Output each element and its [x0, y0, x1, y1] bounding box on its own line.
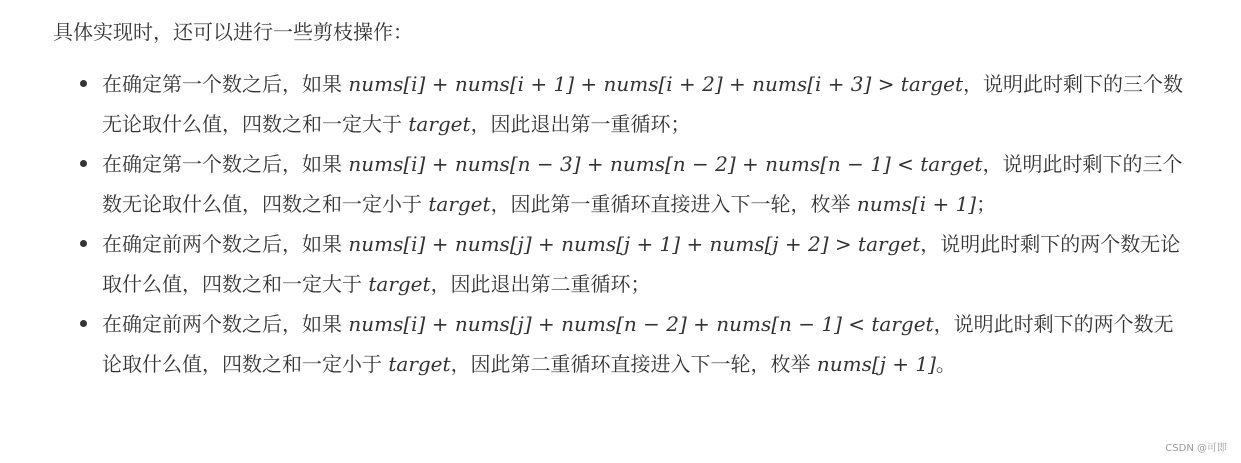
item-text: ，因此退出第二重循环； — [430, 272, 651, 296]
watermark: CSDN @可即 — [1165, 443, 1227, 454]
item-text: 在确定第一个数之后，如果 — [102, 72, 349, 96]
item-text: 在确定前两个数之后，如果 — [102, 312, 349, 336]
bullet-dot-icon — [80, 80, 87, 87]
item-text: ，说明此时剩下的三个数无论取什么值，四数之和一定大于 — [102, 72, 1184, 136]
list-item — [102, 144, 1187, 224]
math-expression: target — [428, 192, 491, 216]
pruning-list — [102, 64, 1187, 384]
item-text: 在确定第一个数之后，如果 — [102, 152, 349, 176]
math-expression: nums[i] + nums[j] + nums[n − 2] + nums[n − 1] < target — [348, 312, 934, 336]
math-expression: nums[i] + nums[n − 3] + nums[n − 2] + nums[n − 1] < target — [348, 152, 983, 176]
math-expression: nums[j + 1] — [816, 352, 936, 376]
bullet-dot-icon — [80, 320, 87, 327]
list-item — [102, 304, 1187, 384]
item-text: ，因此第二重循环直接进入下一轮，枚举 — [450, 352, 817, 376]
item-text: ，因此第一重循环直接进入下一轮，枚举 — [490, 192, 857, 216]
list-item — [102, 224, 1187, 304]
item-text: ，说明此时剩下的两个数无论取什么值，四数之和一定小于 — [102, 312, 1174, 376]
item-text: ； — [976, 192, 997, 216]
list-item — [102, 64, 1187, 144]
math-expression: nums[i] + nums[i + 1] + nums[i + 2] + nums[i + 3] > target — [348, 72, 964, 96]
item-text: ，因此退出第一重循环； — [470, 112, 691, 136]
bullet-dot-icon — [80, 160, 87, 167]
math-expression: nums[i] + nums[j] + nums[j + 1] + nums[j + 2] > target — [348, 232, 921, 256]
item-text: 。 — [935, 352, 956, 376]
math-expression: target — [368, 272, 431, 296]
item-text: ，说明此时剩下的两个数无论取什么值，四数之和一定大于 — [102, 232, 1181, 296]
math-expression: target — [388, 352, 451, 376]
bullet-dot-icon — [80, 240, 87, 247]
intro-paragraph: 具体实现时，还可以进行一些剪枝操作： — [53, 20, 413, 44]
item-text: ，说明此时剩下的三个数无论取什么值，四数之和一定小于 — [102, 152, 1183, 216]
math-expression: target — [408, 112, 471, 136]
item-text: 在确定前两个数之后，如果 — [102, 232, 349, 256]
math-expression: nums[i + 1] — [856, 192, 977, 216]
